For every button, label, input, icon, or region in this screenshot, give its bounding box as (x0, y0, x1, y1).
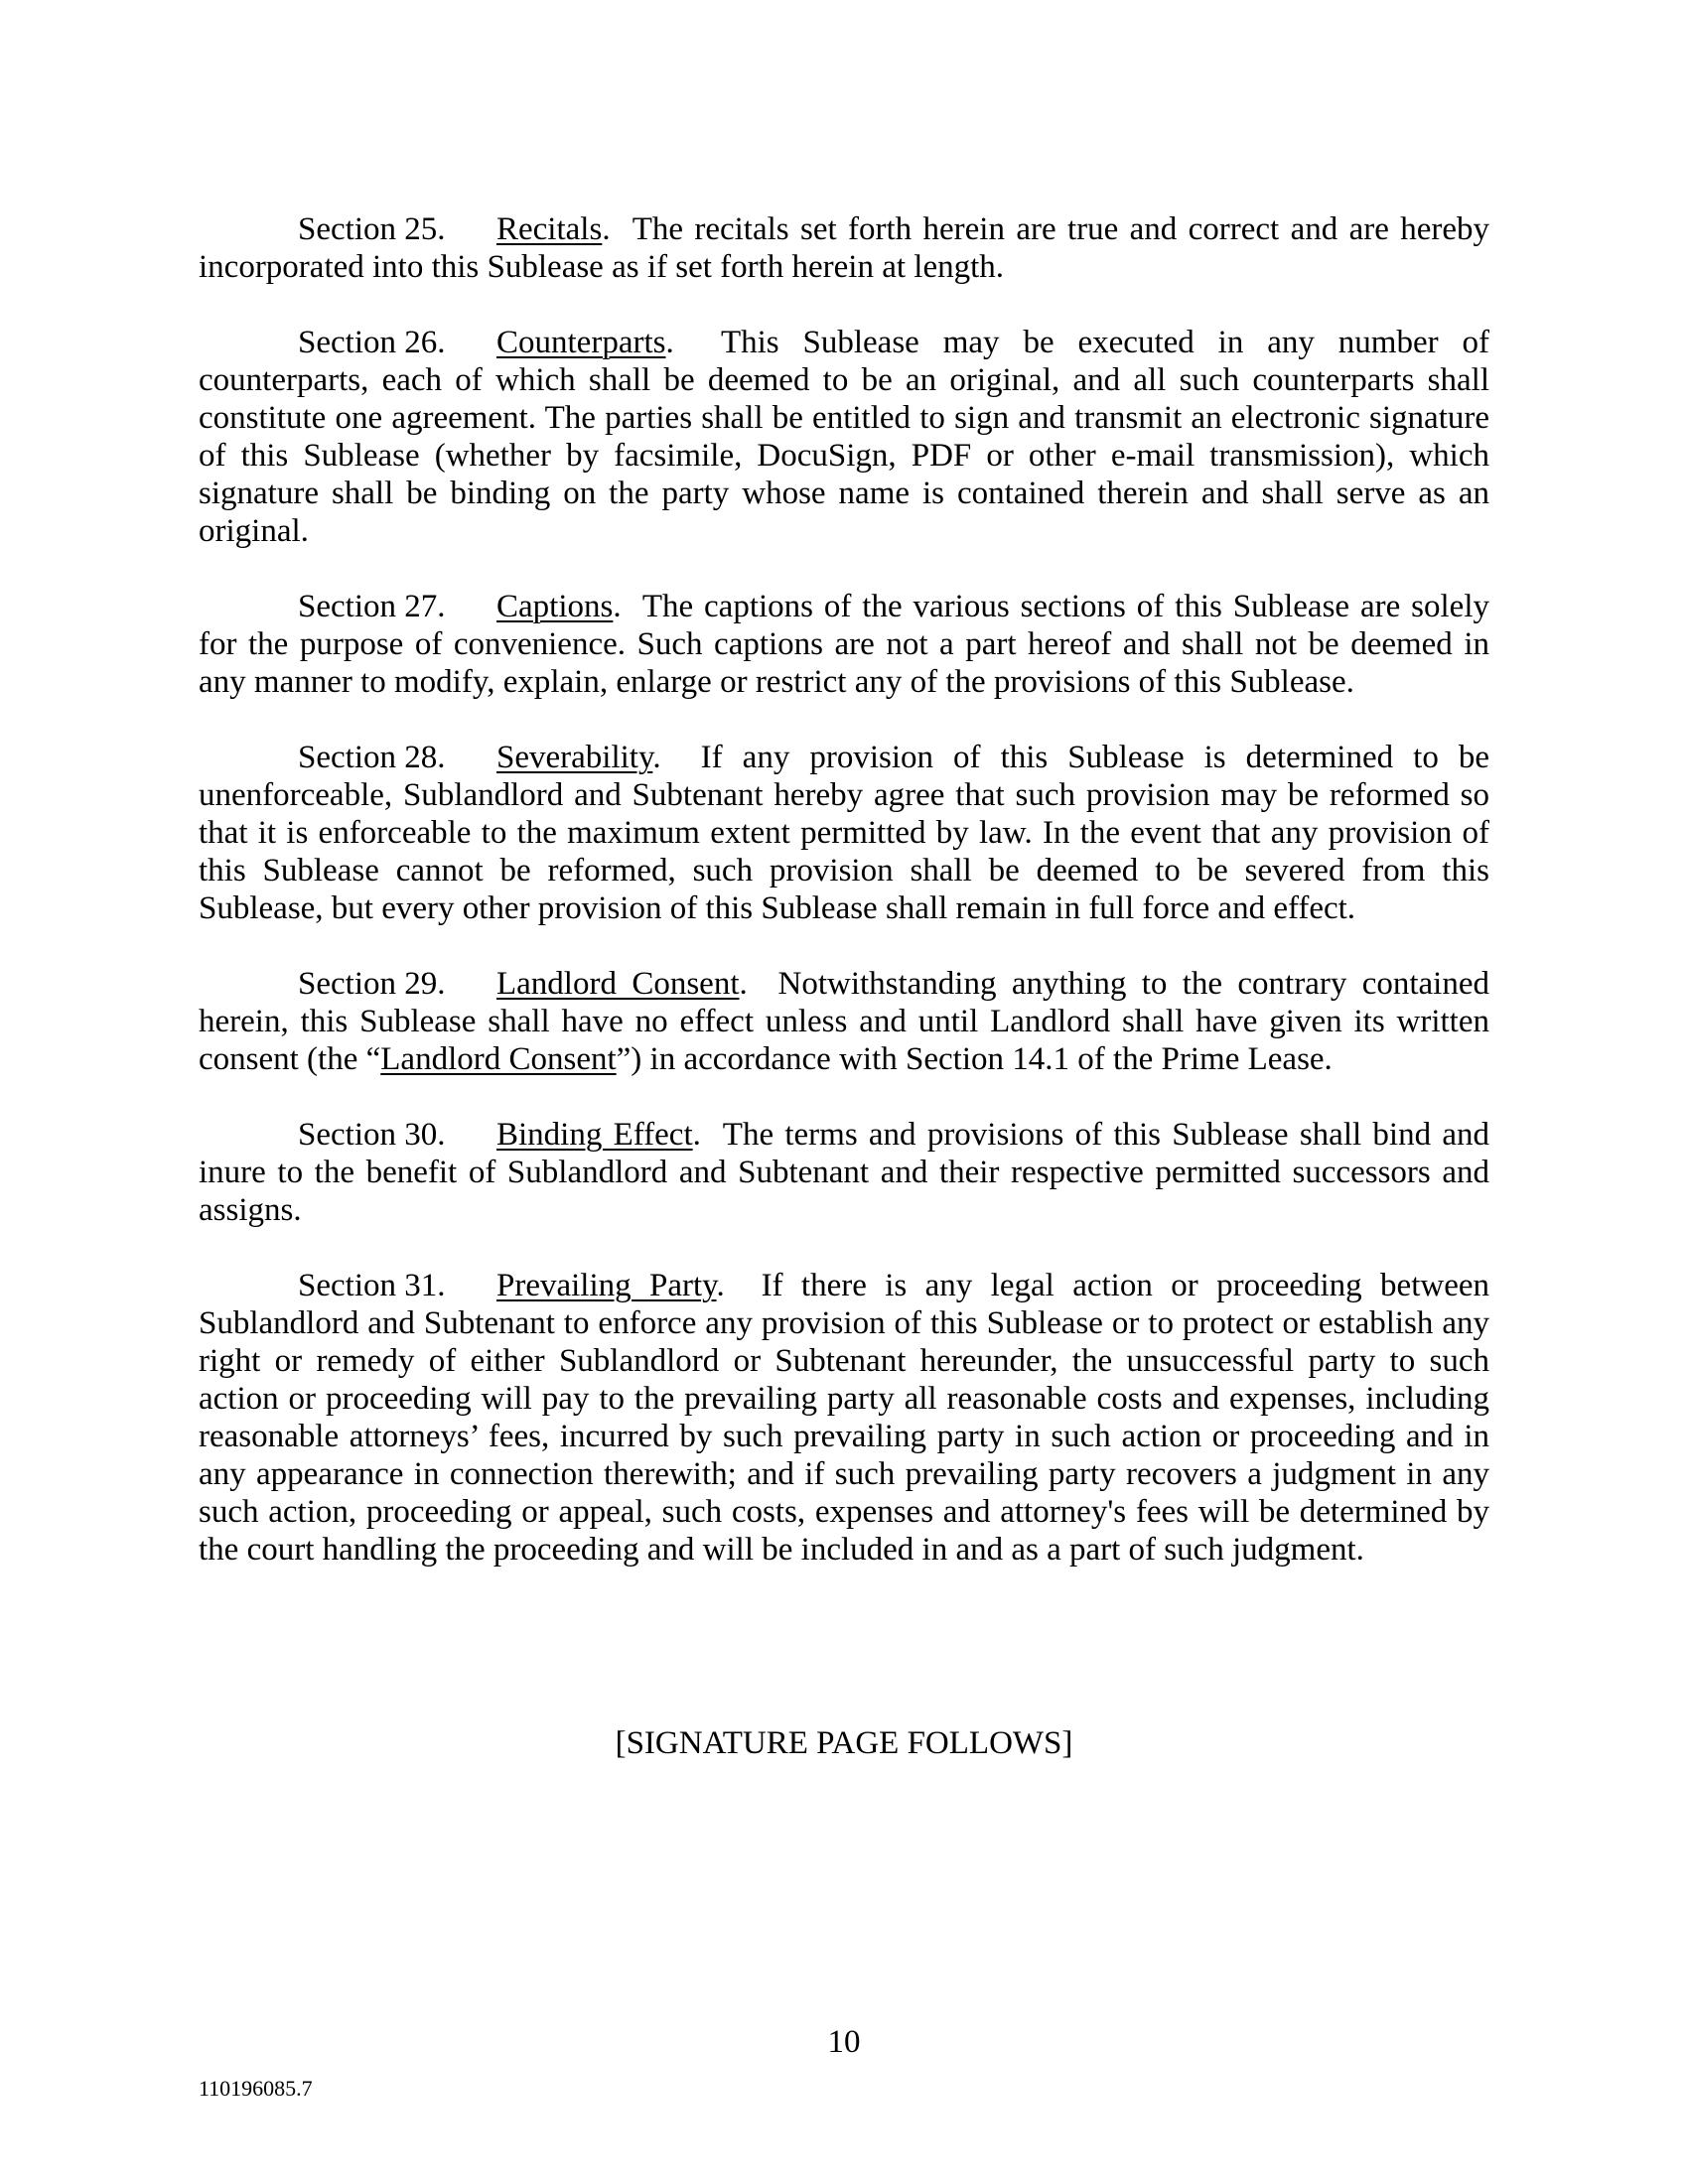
section-heading: Counterparts (496, 325, 666, 360)
section-paragraph: Section 28. Severability. If any provision of this Sublease is determined to be unenforceable, Sublandlord and Subtenant hereby agree that such provision may be reformed so that it is enforceable to the maximum extent permitted by law. In the event that any provision of this Sublease cannot be reformed, such provision shall be deemed to be severed from this Sublease, but every other provision of this Sublease shall remain in full force and effect. (199, 740, 1490, 926)
section-label: Section 31. (298, 1268, 446, 1303)
section-paragraph: Section 26. Counterparts. This Sublease may be executed in any number of counterparts, each of which shall be deemed to be an original, and all such counterparts shall constitute one agreement. The parties shall be entitled to sign and transmit an electronic signature of this Sublease (whether by facsimile, DocuSign, PDF or other e-mail transmission), which signature shall be binding on the party whose name is contained therein and shall serve as an original. (199, 325, 1489, 549)
section-label: Section 26. (298, 325, 446, 360)
signature-page-note: [SIGNATURE PAGE FOLLOWS] (615, 1725, 1073, 1761)
section-label: Section 30. (298, 1117, 446, 1153)
section-heading: Binding Effect (496, 1117, 693, 1153)
section-label: Section 28. (298, 740, 446, 775)
section-heading: Severability (496, 740, 653, 775)
section-heading: Captions (496, 589, 614, 624)
section-label: Section 25. (298, 211, 446, 247)
page-number: 10 (827, 2024, 861, 2060)
sections-container (199, 210, 1489, 1606)
section-paragraph: Section 27. Captions. The captions of the various sections of this Sublease are solely for the purpose of convenience. Such captions are not a part hereof and shall not be deemed in any manner to modify, explain, enlarge or restrict any of the provisions of this Sublease. (199, 589, 1489, 700)
section-paragraph: Section 31. Prevailing Party. If there is any legal action or proceeding between Sublandlord and Subtenant to enforce any provision of this Sublease or to protect or establish any right or remedy of either Sublandlord or Subtenant hereunder, the unsuccessful party to such action or proceeding will pay to the prevailing party all reasonable costs and expenses, including reasonable attorneys’ fees, incurred by such prevailing party in such action or proceeding and in any appearance in connection therewith; and if such prevailing party recovers a judgment in any such action, proceeding or appeal, such costs, expenses and attorney's fees will be determined by the court handling the proceeding and will be included in and as a part of such judgment. (199, 1268, 1489, 1568)
section-label: Section 27. (298, 589, 446, 624)
section-paragraph: Section 25. Recitals. The recitals set forth herein are true and correct and are hereby incorporated into this Sublease as if set forth herein at length. (199, 211, 1490, 285)
section-paragraph: Section 30. Binding Effect. The terms and provisions of this Sublease shall bind and inure to the benefit of Sublandlord and Subtenant and their respective permitted successors and assigns. (199, 1117, 1489, 1228)
section-heading: Landlord Consent (496, 966, 740, 1002)
section-heading: Recitals (496, 211, 603, 247)
defined-term-underlined: Landlord Consent (380, 1041, 617, 1077)
section-heading: Prevailing Party (496, 1268, 717, 1303)
section-label: Section 29. (298, 966, 446, 1002)
footer-document-id: 110196085.7 (199, 2076, 313, 2101)
section-paragraph: Section 29. Landlord Consent. Notwithstanding anything to the contrary contained herein, this Sublease shall have no effect unless and until Landlord shall have given its written consent (the “Landlord Consent”) in accordance with Section 14.1 of the Prime Lease. (199, 966, 1489, 1077)
